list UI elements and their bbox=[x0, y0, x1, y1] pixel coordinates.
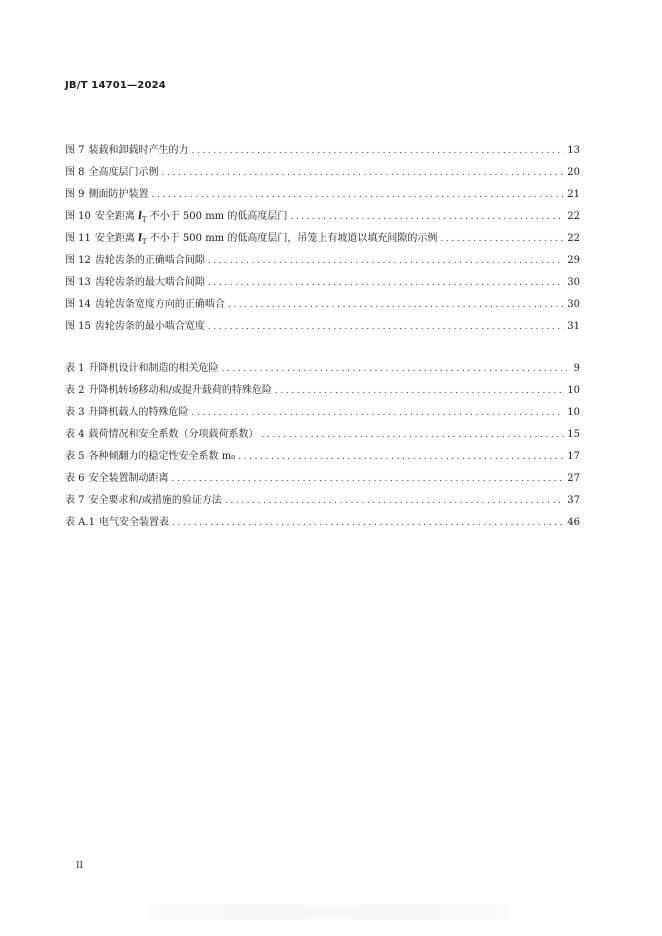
dot-leader bbox=[192, 402, 565, 424]
entry-page: 10 bbox=[567, 385, 580, 396]
dot-leader bbox=[152, 184, 565, 206]
entry-title: 齿轮齿条的最小啮合宽度 bbox=[94, 321, 205, 332]
entry-title: 齿轮齿条宽度方向的正确啮合 bbox=[94, 299, 225, 310]
toc-entry-figure-8[interactable] bbox=[65, 162, 580, 184]
dot-leader bbox=[262, 424, 565, 446]
entry-label: 表 5 bbox=[65, 451, 85, 462]
entry-title: 载荷情况和安全系数（分项载荷系数） bbox=[88, 429, 259, 440]
entry-title-suffix: 不小于 500 mm 的低高度层门 bbox=[146, 211, 288, 222]
entry-label: 图 10 bbox=[65, 211, 91, 222]
dot-leader bbox=[172, 512, 564, 534]
distance-subscript: T bbox=[141, 238, 147, 246]
entry-title: 侧面防护装置 bbox=[88, 189, 149, 200]
toc-entry-table-4[interactable] bbox=[65, 424, 580, 446]
page-number: II bbox=[76, 861, 84, 871]
toc-entry-figure-14[interactable] bbox=[65, 294, 580, 316]
entry-label: 表 6 bbox=[65, 473, 85, 484]
toc-entry-figure-10[interactable] bbox=[65, 206, 580, 228]
entry-title-prefix: 安全距离 bbox=[94, 211, 139, 222]
entry-title: 升降机载人的特殊危险 bbox=[88, 407, 189, 418]
toc-entry-table-2[interactable] bbox=[65, 380, 580, 402]
dot-leader bbox=[208, 316, 564, 338]
table-list bbox=[65, 358, 580, 534]
toc-entry-table-5[interactable] bbox=[65, 446, 580, 468]
entry-page: 21 bbox=[567, 189, 580, 200]
entry-title: 各种倾翻力的稳定性安全系数 m₀ bbox=[88, 451, 236, 462]
entry-title-prefix: 安全距离 bbox=[94, 233, 139, 244]
entry-label: 表 4 bbox=[65, 429, 85, 440]
dot-leader bbox=[225, 490, 564, 512]
entry-title: 齿轮齿条的最大啮合间隙 bbox=[94, 277, 205, 288]
toc-entry-table-6[interactable] bbox=[65, 468, 580, 490]
dot-leader bbox=[440, 228, 564, 250]
toc-entry-figure-7[interactable] bbox=[65, 140, 580, 162]
dot-leader bbox=[162, 162, 565, 184]
entry-page: 10 bbox=[567, 407, 580, 418]
entry-title: 装载和卸载时产生的力 bbox=[88, 145, 189, 156]
entry-label: 表 2 bbox=[65, 385, 85, 396]
dot-leader bbox=[208, 272, 564, 294]
entry-title-suffix: 不小于 500 mm 的低高度层门，吊笼上有坡道以填充间隙的示例 bbox=[146, 233, 438, 244]
standard-number: JB/T 14701—2024 bbox=[65, 80, 166, 91]
figure-list bbox=[65, 140, 580, 338]
entry-title: 升降机转场移动和/或提升载荷的特殊危险 bbox=[88, 385, 272, 396]
dot-leader bbox=[192, 140, 565, 162]
entry-label: 图 15 bbox=[65, 321, 91, 332]
dot-leader bbox=[238, 446, 564, 468]
entry-title: 升降机设计和制造的相关危险 bbox=[88, 363, 219, 374]
dot-leader bbox=[208, 250, 564, 272]
entry-label: 表 3 bbox=[65, 407, 85, 418]
dot-leader bbox=[290, 206, 564, 228]
dot-leader bbox=[228, 294, 564, 316]
toc-entry-figure-13[interactable] bbox=[65, 272, 580, 294]
entry-title: 电气安全装置表 bbox=[98, 517, 169, 528]
toc-entry-figure-12[interactable] bbox=[65, 250, 580, 272]
distance-symbol: l bbox=[138, 211, 142, 222]
entry-label: 图 8 bbox=[65, 167, 85, 178]
entry-label: 图 12 bbox=[65, 255, 91, 266]
toc-entry-table-1[interactable] bbox=[65, 358, 580, 380]
entry-label: 表 A.1 bbox=[65, 517, 95, 528]
dot-leader bbox=[222, 358, 567, 380]
dot-leader bbox=[275, 380, 564, 402]
faint-watermark bbox=[150, 905, 510, 919]
distance-symbol: l bbox=[138, 233, 142, 244]
entry-label: 图 14 bbox=[65, 299, 91, 310]
entry-title: 全高度层门示例 bbox=[88, 167, 159, 178]
entry-label: 图 11 bbox=[65, 233, 91, 244]
toc-entry-figure-15[interactable] bbox=[65, 316, 580, 338]
entry-page: 30 bbox=[567, 277, 580, 288]
entry-label: 图 13 bbox=[65, 277, 91, 288]
entry-page: 17 bbox=[567, 451, 580, 462]
entry-title: 齿轮齿条的正确啮合间隙 bbox=[94, 255, 205, 266]
entry-page: 29 bbox=[567, 255, 580, 266]
entry-label: 表 1 bbox=[65, 363, 85, 374]
entry-page: 15 bbox=[567, 429, 580, 440]
entry-page: 27 bbox=[567, 473, 580, 484]
entry-page: 22 bbox=[567, 211, 580, 222]
toc-entry-table-a1[interactable] bbox=[65, 512, 580, 534]
distance-subscript: T bbox=[141, 216, 147, 224]
dot-leader bbox=[172, 468, 565, 490]
toc-entry-table-7[interactable] bbox=[65, 490, 580, 512]
entry-page: 22 bbox=[567, 233, 580, 244]
entry-title: 安全要求和/或措施的验证方法 bbox=[88, 495, 222, 506]
entry-label: 图 7 bbox=[65, 145, 85, 156]
toc-entry-table-3[interactable] bbox=[65, 402, 580, 424]
entry-title: 安全装置制动距离 bbox=[88, 473, 169, 484]
entry-page: 20 bbox=[567, 167, 580, 178]
entry-page: 46 bbox=[567, 517, 580, 528]
entry-page: 37 bbox=[567, 495, 580, 506]
entry-page: 31 bbox=[567, 321, 580, 332]
entry-label: 表 7 bbox=[65, 495, 85, 506]
entry-page: 9 bbox=[573, 363, 580, 374]
entry-page: 30 bbox=[567, 299, 580, 310]
toc-entry-figure-9[interactable] bbox=[65, 184, 580, 206]
entry-label: 图 9 bbox=[65, 189, 85, 200]
entry-page: 13 bbox=[567, 145, 580, 156]
toc-entry-figure-11[interactable] bbox=[65, 228, 580, 250]
